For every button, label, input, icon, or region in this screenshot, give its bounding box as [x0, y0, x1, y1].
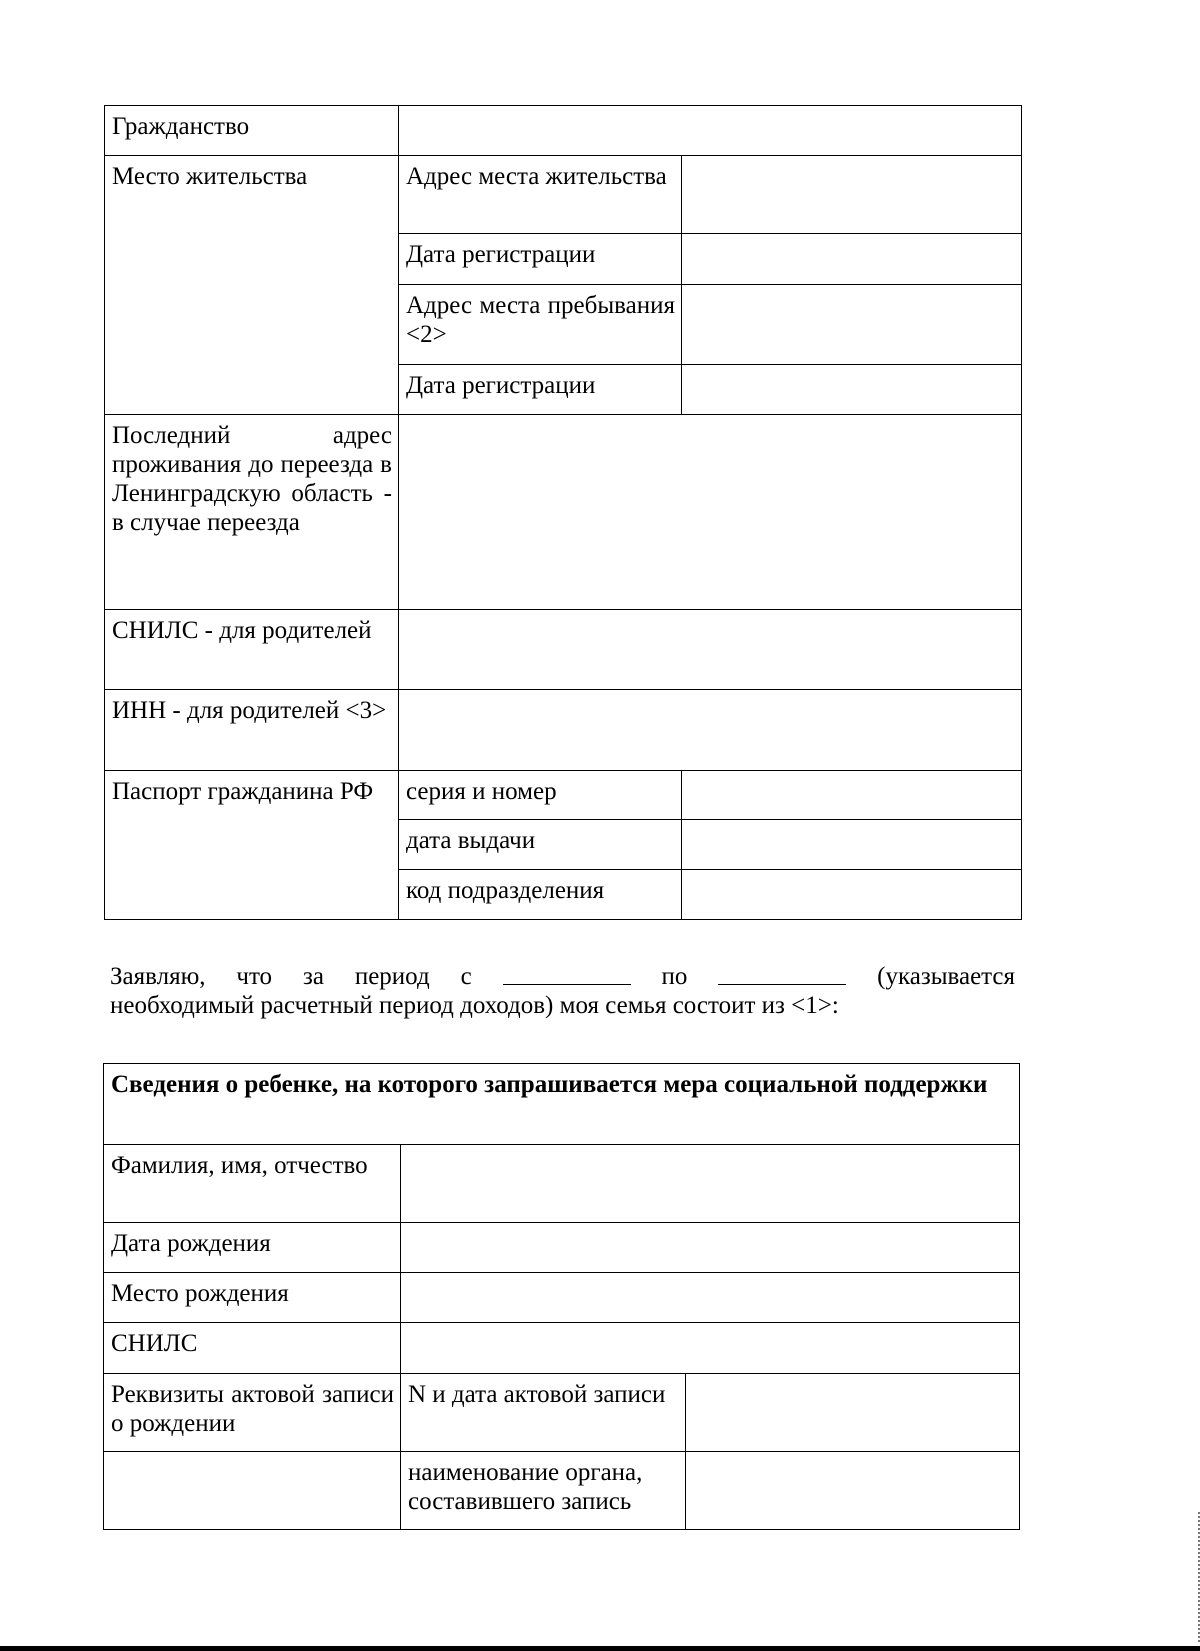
statement-word: (указывается [877, 963, 1015, 990]
residence-reg-date-field[interactable] [682, 234, 1022, 285]
passport-division-code-field[interactable] [682, 870, 1022, 920]
scan-bottom-edge [0, 1646, 1200, 1651]
last-address-label: Последний адрес проживания до переезда в Ленинградскую область - в случае переезда [105, 415, 399, 610]
birth-record-number-date-label: N и дата актовой записи [401, 1374, 686, 1452]
child-birth-place-label: Место рождения [104, 1273, 401, 1323]
birth-record-authority-field[interactable] [686, 1452, 1020, 1530]
period-from-blank[interactable] [503, 962, 631, 985]
citizenship-field[interactable] [399, 106, 1022, 156]
statement-word: с [460, 963, 472, 990]
scan-edge-mark [1195, 1512, 1200, 1642]
stay-address-label: Адрес места пребывания <2> [399, 285, 682, 365]
child-full-name-label: Фамилия, имя, отчество [104, 1145, 401, 1223]
last-address-field[interactable] [399, 415, 1022, 610]
child-birth-date-label: Дата рождения [104, 1223, 401, 1273]
passport-label: Паспорт гражданина РФ [105, 771, 399, 920]
applicant-info-table [104, 105, 1022, 920]
statement-word: Заявляю, [110, 963, 206, 990]
child-birth-place-field[interactable] [401, 1273, 1020, 1323]
residence-label: Место жительства [105, 156, 399, 415]
passport-issue-date-label: дата выдачи [399, 820, 682, 870]
residence-address-field[interactable] [682, 156, 1022, 234]
statement-line-2: необходимый расчетный период доходов) моя семья состоит из <1>: [110, 992, 839, 1019]
residence-reg-date-label: Дата регистрации [399, 234, 682, 285]
statement-word: за [302, 963, 324, 990]
birth-record-label: Реквизиты актовой записи о рождении [104, 1374, 401, 1452]
statement-word: что [236, 963, 273, 990]
stay-reg-date-field[interactable] [682, 365, 1022, 415]
statement-word: по [661, 963, 688, 990]
inn-parents-label: ИНН - для родителей <3> [105, 690, 399, 771]
child-info-table [103, 1063, 1020, 1530]
birth-record-authority-label: наименование органа, составившего запись [401, 1452, 686, 1530]
child-birth-date-field[interactable] [401, 1223, 1020, 1273]
residence-address-label: Адрес места жительства [399, 156, 682, 234]
snils-parents-field[interactable] [399, 610, 1022, 690]
inn-parents-field[interactable] [399, 690, 1022, 771]
passport-series-field[interactable] [682, 771, 1022, 820]
child-full-name-field[interactable] [401, 1145, 1020, 1223]
stay-reg-date-label: Дата регистрации [399, 365, 682, 415]
birth-record-empty-cell [104, 1452, 401, 1530]
child-section-header: Сведения о ребенке, на которого запрашивается мера социальной поддержки [104, 1064, 1020, 1145]
period-to-blank[interactable] [718, 962, 846, 985]
passport-issue-date-field[interactable] [682, 820, 1022, 870]
child-snils-field[interactable] [401, 1323, 1020, 1374]
family-statement [110, 962, 1015, 1020]
statement-word: период [354, 963, 430, 990]
birth-record-number-date-field[interactable] [686, 1374, 1020, 1452]
passport-series-label: серия и номер [399, 771, 682, 820]
snils-parents-label: СНИЛС - для родителей [105, 610, 399, 690]
stay-address-field[interactable] [682, 285, 1022, 365]
citizenship-label: Гражданство [105, 106, 399, 156]
passport-division-code-label: код подразделения [399, 870, 682, 920]
child-snils-label: СНИЛС [104, 1323, 401, 1374]
